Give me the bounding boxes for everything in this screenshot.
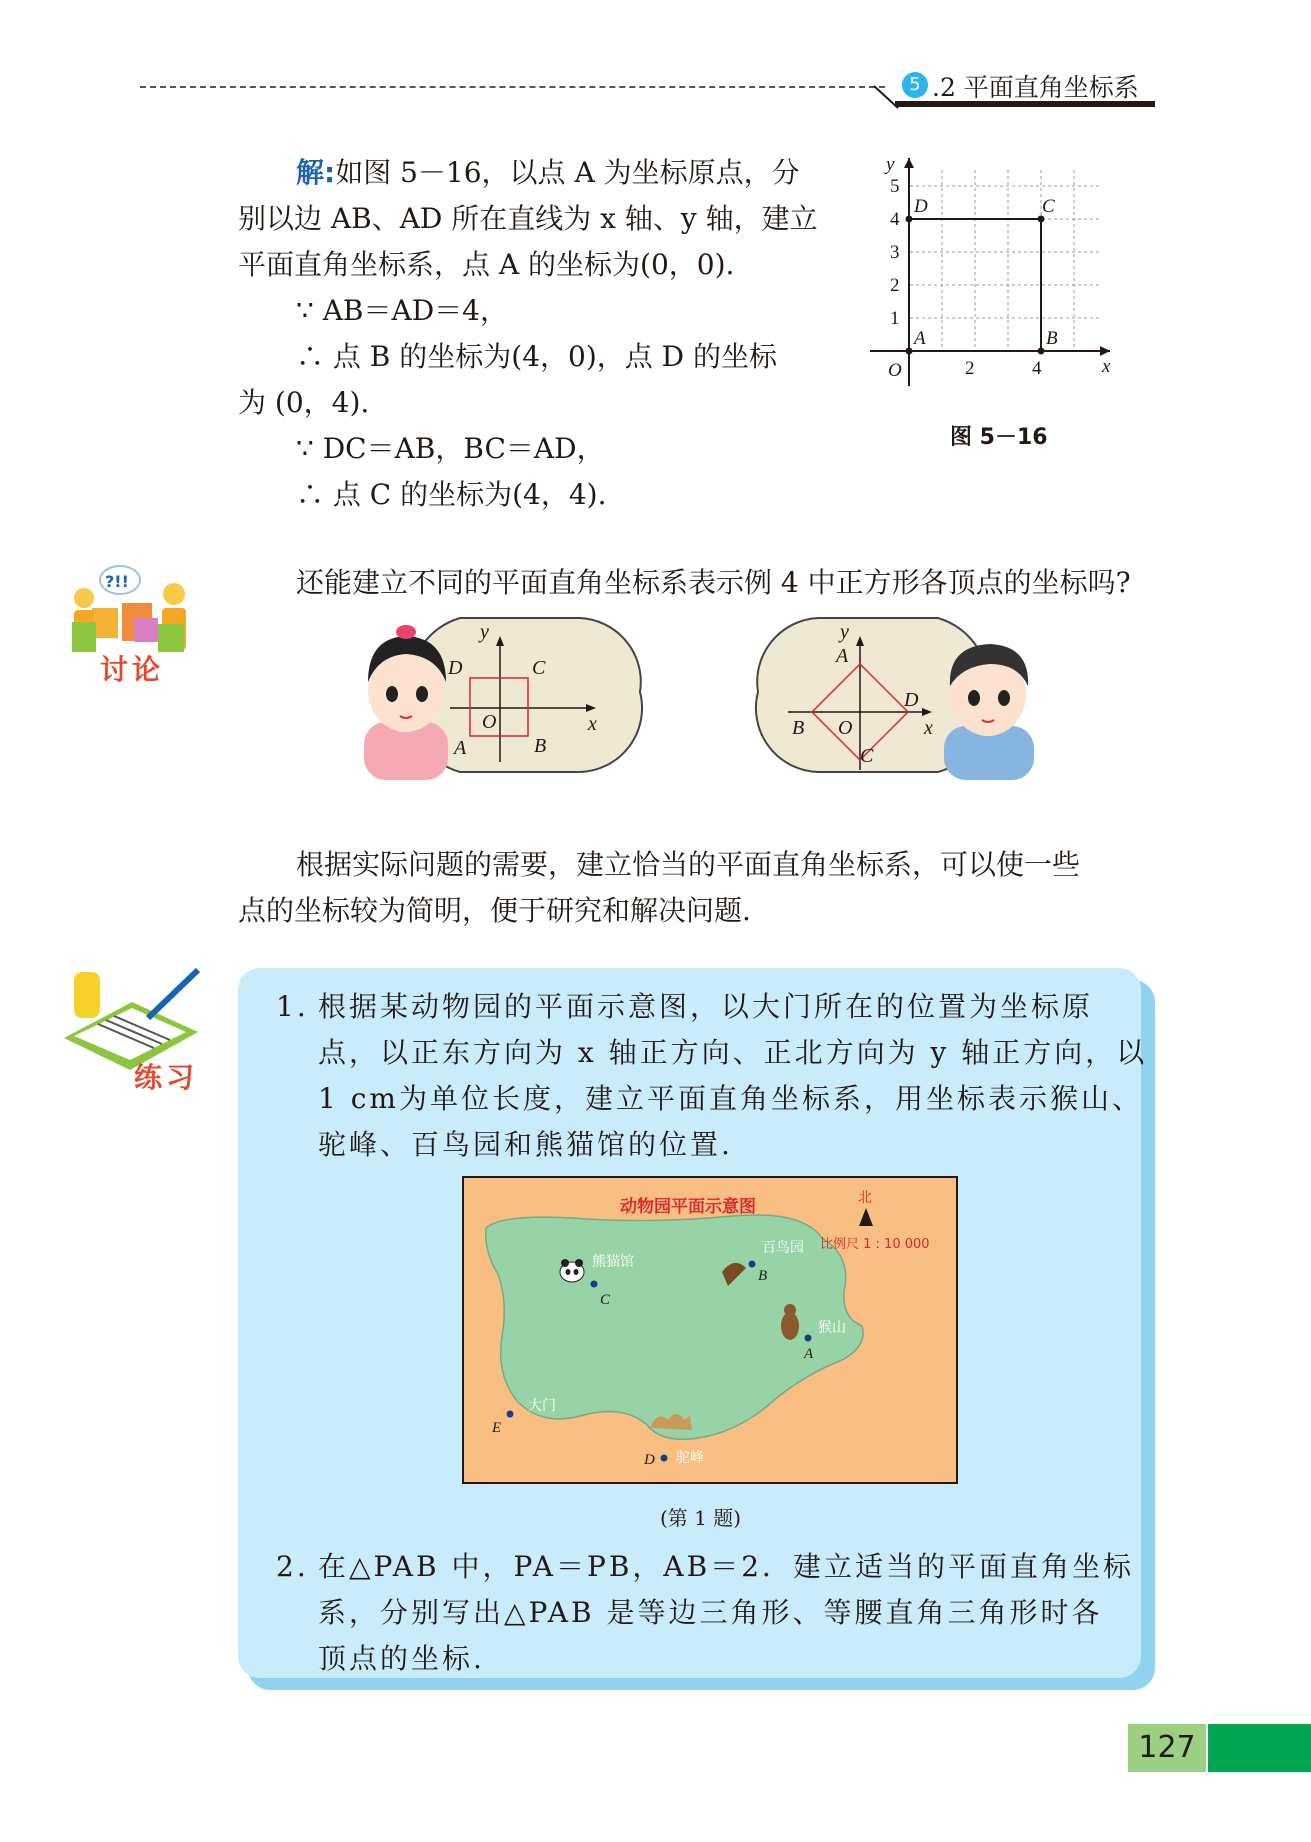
q1-line-2: 点，以正东方向为 x 轴正方向、正北方向为 y 轴正方向，以 [318,1036,1148,1069]
boy-d-label: D [904,689,919,711]
y-axis-label: y [886,154,895,175]
solution-label: 解: [296,156,336,189]
boy-o-label: O [838,717,853,739]
label-a: A [914,328,926,349]
monkey-hill-label: 猴山 [818,1320,846,1336]
gate-label: 大门 [528,1398,556,1414]
origin-label: O [888,360,902,381]
solution-line-1: 解:如图 5－16，以点 A 为坐标原点，分 [296,156,800,189]
girl-illustration [364,625,448,780]
header-dashed-line [140,86,885,88]
map-scale: 比例尺 1 : 10 000 [820,1237,930,1252]
q2-line-2: 系，分别写出△PAB 是等边三角形、等腰直角三角形时各 [318,1596,1103,1629]
conclusion-line-1: 根据实际问题的需要，建立恰当的平面直角坐标系，可以使一些 [296,848,1081,881]
figure-5-16 [870,150,1120,390]
q2-line-1: 在△PAB 中，PA＝PB，AB＝2．建立适当的平面直角坐标 [318,1550,1135,1583]
boy-c-label: C [860,745,874,767]
q1-line-4: 驼峰、百鸟园和熊猫馆的位置. [318,1128,733,1161]
solution-line-5: ∴ 点 B 的坐标为(4，0)，点 D 的坐标 [296,340,778,373]
y-tick-2: 2 [890,275,900,296]
map-label-d: D [644,1452,655,1468]
point-d-dot [661,1455,668,1462]
grid [910,170,1100,351]
camel-peak-label: 驼峰 [676,1450,704,1466]
y-axis-arrow [904,158,914,168]
girl-y-label: y [480,621,489,643]
svg-text:?!!: ?!! [105,572,129,591]
point-a [906,348,913,355]
girl-o-label: O [482,711,497,733]
x-axis-label: x [1102,356,1111,377]
y-tick-3: 3 [890,242,900,263]
map-label-b: B [758,1268,768,1284]
y-tick-5: 5 [890,176,900,197]
girl-b-label: B [534,735,547,757]
figure-caption: 图 5－16 [950,425,1048,450]
x-axis-arrow [1100,346,1110,356]
page-number: 127 [1138,1730,1196,1765]
label-c: C [1042,196,1055,217]
map-label-e: E [492,1420,502,1436]
point-d [906,216,913,223]
y-tick-1: 1 [890,308,900,329]
girl-speech-bubble [350,612,650,782]
label-d: D [914,196,928,217]
q1-line-1: 根据某动物园的平面示意图，以大门所在的位置为坐标原 [318,990,1094,1023]
q1-number: 1. [276,990,309,1023]
boy-illustration [944,644,1034,780]
girl-a-label: A [454,737,467,759]
girl-d-label: D [448,657,463,679]
point-a-dot [805,1335,812,1342]
solution-line-4: ∵ AB＝AD＝4， [296,294,508,327]
page-number-bar [1208,1724,1311,1772]
boy-x-label: x [924,717,933,739]
y-tick-4: 4 [890,209,900,230]
q1-line-3: 1 cm为单位长度，建立平面直角坐标系，用坐标表示猴山、 [318,1082,1143,1115]
discussion-question: 还能建立不同的平面直角坐标系表示例 4 中正方形各顶点的坐标吗? [296,566,1131,599]
x-tick-4: 4 [1032,358,1042,379]
solution-line-8: ∴ 点 C 的坐标为(4，4). [296,478,607,511]
boy-y-label: y [840,621,849,643]
panda-icon [560,1259,584,1282]
boy-speech-bubble [748,612,1048,782]
zoo-map [462,1176,958,1484]
girl-c-label: C [532,657,546,679]
section-title: .2 平面直角坐标系 [932,73,1139,102]
solution-line-6: 为 (0，4). [238,386,370,419]
solution-line-2: 别以边 AB、AD 所在直线为 x 轴、y 轴，建立 [238,202,818,235]
map-caption: (第 1 题) [660,1506,742,1530]
point-c-dot [591,1281,598,1288]
solution-line-3: 平面直角坐标系，点 A 的坐标为(0，0). [238,248,735,281]
boy-a-label: A [836,645,849,667]
point-e-dot [507,1411,514,1418]
q2-line-3: 顶点的坐标. [318,1642,485,1675]
bird-garden-label: 百鸟园 [762,1240,804,1256]
x-tick-2: 2 [965,358,975,379]
conclusion-line-2: 点的坐标较为简明，便于研究和解决问题. [238,894,751,927]
point-b-dot [749,1261,756,1268]
point-b [1038,348,1045,355]
map-title: 动物园平面示意图 [620,1197,756,1217]
label-b: B [1046,328,1058,349]
practice-label: 练习 [134,1061,199,1094]
solution-line-7: ∵ DC＝AB，BC＝AD， [296,432,605,465]
discussion-label: 讨论 [100,653,165,686]
section-number-badge: 5 [902,72,928,98]
girl-x-label: x [588,713,597,735]
map-label-a: A [804,1346,814,1362]
q2-number: 2. [276,1550,309,1583]
map-north-label: 北 [858,1190,872,1206]
map-label-c: C [600,1292,611,1308]
boy-b-label: B [792,717,805,739]
panda-house-label: 熊猫馆 [592,1254,634,1270]
